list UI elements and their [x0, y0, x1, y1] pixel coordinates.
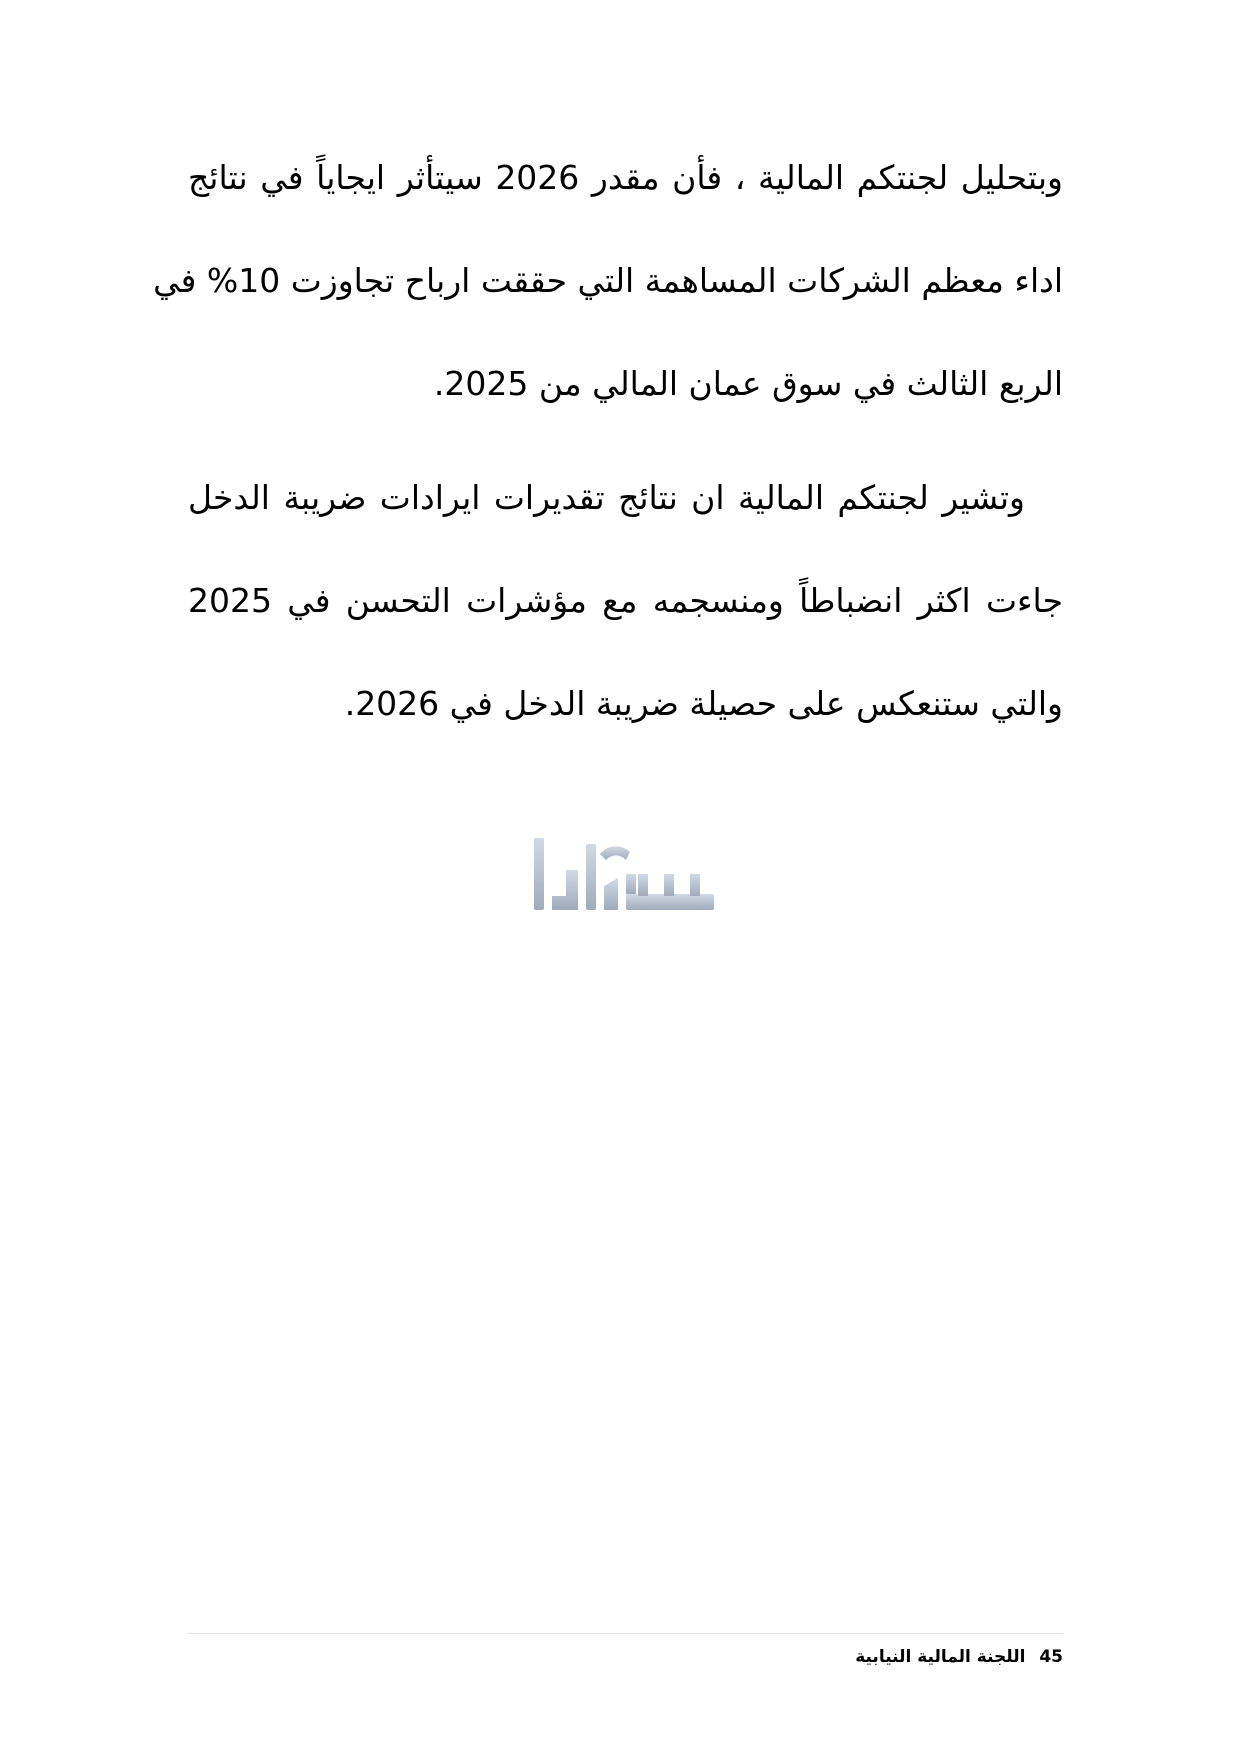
paragraph-1-line-2: اداء معظم الشركات المساهمة التي حققت ارباح تجاوزت 10% في [153, 261, 1063, 300]
paragraph-2-line-3: والتي ستنعكس على حصيلة ضريبة الدخل في 2026. [344, 684, 1063, 723]
paragraph-2-line-1: وتشير لجنتكم المالية ان نتائج تقديرات ايرادات ضريبة الدخل [188, 478, 1025, 517]
footer-title: اللجنة المالية النيابية [855, 1647, 1026, 1667]
paragraph-1-line-1: وبتحليل لجنتكم المالية ، فأن مقدر 2026 سيتأثر ايجاياً في نتائج [188, 158, 1063, 197]
paragraph-2 [188, 446, 1063, 755]
page-number: 45 [1039, 1647, 1063, 1667]
paragraph-1 [153, 126, 1063, 435]
paragraph-1-line-3: الربع الثالث في سوق عمان المالي من 2025. [433, 364, 1063, 403]
paragraph-2-line-2: جاءت اكثر انضباطاً ومنسجمه مع مؤشرات التحسن في 2025 [188, 581, 1063, 620]
footer-divider [188, 1633, 1063, 1634]
saraya-watermark-logo [526, 830, 716, 920]
page-footer [188, 1641, 1063, 1673]
